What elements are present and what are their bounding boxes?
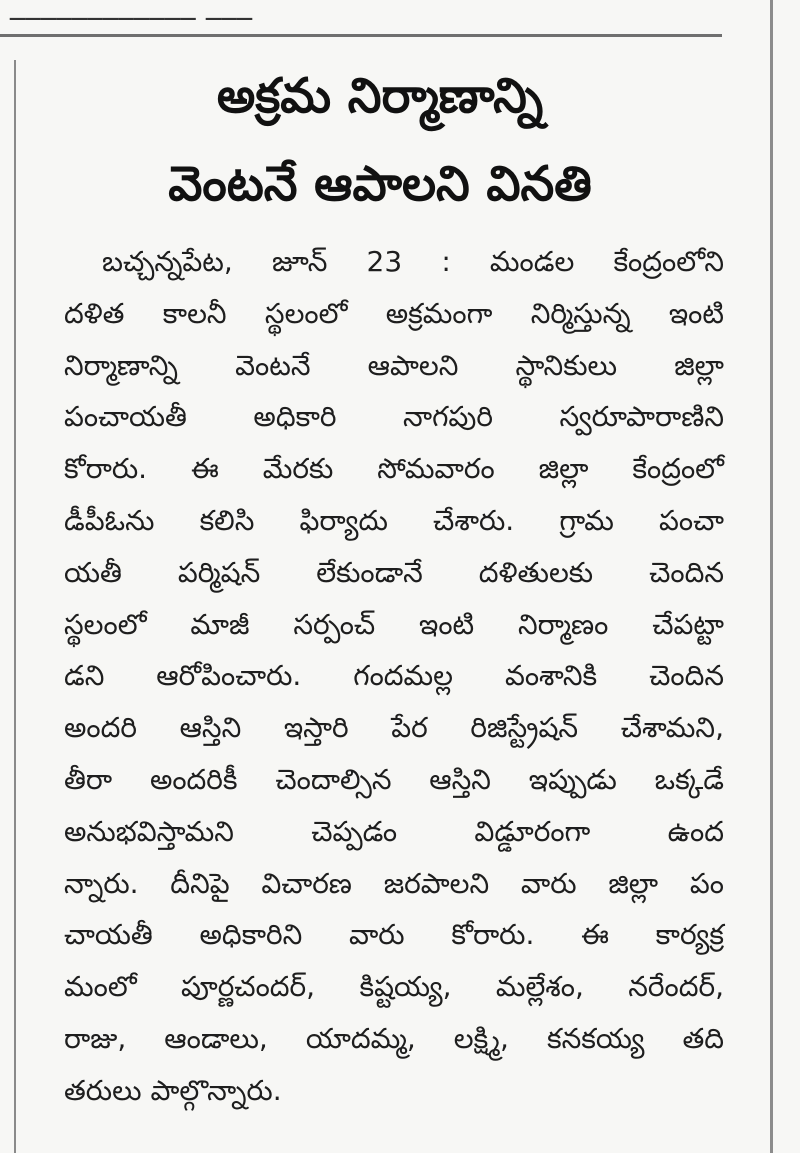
body-line: అందరి ఆస్తిని ఇస్తారి పేర రిజిస్ట్రేషన్ చేశామని, [64,711,724,745]
top-divider [0,34,722,37]
body-line: దళిత కాలనీ స్థలంలో అక్రమంగా నిర్మిస్తున్న ఇంటి [64,296,724,330]
body-line: బచ్చన్నపేట, జూన్ 23 : మండల కేంద్రంలోని [102,245,724,278]
previous-article-fragment: ____________ ___ [10,0,253,21]
body-line: తీరా అందరికీ చెందాల్సిన ఆస్తిని ఇప్పుడు ఒక్కడే [64,762,724,796]
article-body [64,236,724,1117]
body-line: డీపీఓను కలిసి ఫిర్యాదు చేశారు. గ్రామ పంచా [64,503,724,537]
left-column-rule [14,60,16,1153]
body-line: రాజు, ఆండాలు, యాదమ్మ, లక్ష్మి, కనకయ్య తది [64,1021,724,1055]
body-line: నిర్మాణాన్ని వెంటనే ఆపాలని స్థానికులు జిల్లా [64,348,724,382]
body-line: స్థలంలో మాజీ సర్పంచ్ ఇంటి నిర్మాణం చేపట్టా [64,607,724,641]
body-line: తరులు పాల్గొన్నారు. [64,1073,282,1107]
body-line: యతీ పర్మిషన్ లేకుండానే దళితులకు చెందిన [64,555,724,589]
headline-line-2: వెంటనే ఆపాలని వినతి [168,156,592,212]
right-column-rule [770,0,773,1153]
body-line: అనుభవిస్తామని చెప్పడం విడ్డూరంగా ఉంద [64,814,724,848]
body-line: చాయతీ అధికారిని వారు కోరారు. ఈ కార్యక్ర [64,918,724,952]
body-line: డని ఆరోపించారు. గందమల్ల వంశానికి చెందిన [64,659,724,693]
body-line: న్నారు. దీనిపై విచారణ జరపాలని వారు జిల్లా పం [64,866,724,900]
body-line: మంలో పూర్ణచందర్, కిష్టయ్య, మల్లేశం, నరేందర్, [64,970,724,1004]
article-headline [60,52,700,228]
body-line: కోరారు. ఈ మేరకు సోమవారం జిల్లా కేంద్రంలో [64,452,724,486]
body-line: పంచాయతీ అధికారి నాగపురి స్వరూపారాణిని [64,400,724,434]
headline-line-1: అక్రమ నిర్మాణాన్ని [216,68,544,124]
